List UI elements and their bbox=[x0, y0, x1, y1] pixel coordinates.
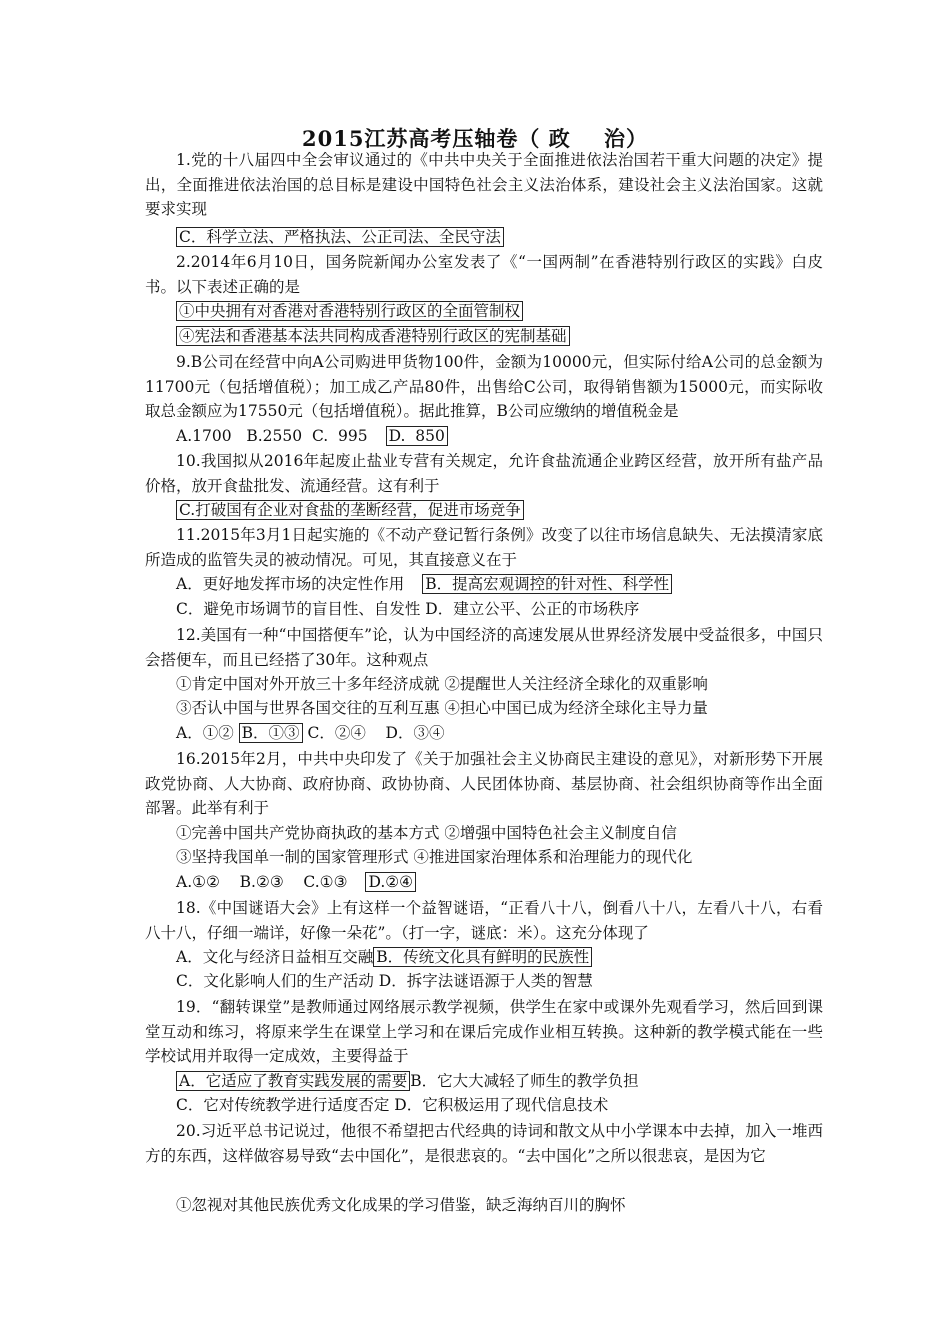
q16-line-1: ①完善中国共产党协商执政的基本方式 ②增强中国特色社会主义制度自信 bbox=[176, 824, 677, 842]
q10-stem: 10.我国拟从2016年起废止盐业专营有关规定，允许食盐流通企业跨区经营，放开所有盐产品价格，放开食盐批发、流通经营。这有利于 bbox=[145, 452, 823, 495]
q18-stem: 18.《中国谜语大会》上有这样一个益智谜语，“正看八十八，倒看八十八，左看八十八，右看八十八，仔细一端详，好像一朵花”。（打一字，谜底：米）。这充分体现了 bbox=[145, 899, 823, 942]
q10-answer-box: C.打破国有企业对食盐的垄断经营，促进市场竞争 bbox=[176, 500, 524, 520]
q2-answer-2 bbox=[176, 325, 570, 347]
q16-options-text: A.①② B.②③ C.①③ bbox=[176, 873, 348, 891]
q11-stem: 11.2015年3月1日起实施的《不动产登记暂行条例》改变了以往市场信息缺失、无法摸清家底所造成的监管失灵的被动情况。可见，其直接意义在于 bbox=[145, 526, 823, 569]
q9-options-text: A.1700 B.2550 C. 995 bbox=[176, 427, 368, 445]
q18-options-ab bbox=[176, 946, 592, 968]
q12-stem: 12.美国有一种“中国搭便车”论，认为中国经济的高速发展从世界经济发展中受益很多，中国只会搭便车，而且已经搭了30年。这种观点 bbox=[145, 626, 823, 669]
q16-line-2: ③坚持我国单一制的国家管理形式 ④推进国家治理体系和治理能力的现代化 bbox=[176, 848, 693, 866]
q18-option-a: A．文化与经济日益相互交融 bbox=[176, 948, 374, 966]
q2-answer-1-box: ①中央拥有对香港对香港特别行政区的全面管制权 bbox=[176, 301, 523, 321]
q19-stem: 19．“翻转课堂”是教师通过网络展示教学视频，供学生在家中或课外先观看学习，然后回到课堂互动和练习，将原来学生在课堂上学习和在课后完成作业相互转换。这种新的教学模式能在一些学校试用并取得一定成效，主要得益于 bbox=[145, 998, 823, 1065]
q18-options-cd: C．文化影响人们的生产活动 D．拆字法谜语源于人类的智慧 bbox=[176, 972, 593, 990]
q9-options bbox=[176, 425, 448, 447]
q11-options-cd: C．避免市场调节的盲目性、自发性 D．建立公平、公正的市场秩序 bbox=[176, 600, 640, 618]
q2-answer-2-box: ④宪法和香港基本法共同构成香港特别行政区的宪制基础 bbox=[176, 326, 570, 346]
q16-answer-box: D.②④ bbox=[365, 872, 416, 892]
q12-line-1: ①肯定中国对外开放三十多年经济成就 ②提醒世人关注经济全球化的双重影响 bbox=[176, 675, 708, 693]
q11-answer-box: B．提高宏观调控的针对性、科学性 bbox=[422, 574, 672, 594]
q12-options-cd: C．②④ D．③④ bbox=[307, 724, 445, 742]
q18-answer-box: B．传统文化具有鲜明的民族性 bbox=[373, 947, 592, 967]
q11-option-a: A．更好地发挥市场的决定性作用 bbox=[176, 575, 405, 593]
q10-answer bbox=[176, 499, 524, 521]
q20-line-1: ①忽视对其他民族优秀文化成果的学习借鉴，缺乏海纳百川的胸怀 bbox=[176, 1196, 626, 1214]
q11-options-ab bbox=[176, 573, 672, 595]
q12-answer-box: B．①③ bbox=[239, 723, 303, 743]
q16-options bbox=[176, 871, 416, 893]
q12-option-a: A．①② bbox=[176, 724, 234, 742]
page-title: 2015江苏高考压轴卷（ 政 治） bbox=[301, 126, 648, 151]
q12-line-2: ③否认中国与世界各国交往的互利互惠 ④担心中国已成为经济全球化主导力量 bbox=[176, 699, 708, 717]
q19-option-b: B．它大大减轻了师生的教学负担 bbox=[410, 1072, 639, 1090]
q20-stem: 20.习近平总书记说过，他很不希望把古代经典的诗词和散文从中小学课本中去掉，加入一堆西方的东西，这样做容易导致“去中国化”，是很悲哀的。“去中国化”之所以很悲哀，是因为它 bbox=[145, 1122, 823, 1165]
q16-stem: 16.2015年2月，中共中央印发了《关于加强社会主义协商民主建设的意见》，对新形势下开展政党协商、人大协商、政府协商、政协协商、人民团体协商、基层协商、社会组织协商等作出全面部署。此举有利于 bbox=[145, 750, 823, 817]
q19-options-ab bbox=[176, 1070, 639, 1092]
q19-options-cd: C．它对传统教学进行适度否定 D．它积极运用了现代信息技术 bbox=[176, 1096, 609, 1114]
q19-answer-box: A．它适应了教育实践发展的需要 bbox=[176, 1071, 410, 1091]
q2-answer-1 bbox=[176, 300, 523, 322]
q9-answer-box: D. 850 bbox=[386, 426, 448, 446]
q1-answer bbox=[176, 226, 504, 248]
q12-options bbox=[176, 722, 444, 744]
q1-answer-box: C．科学立法、严格执法、公正司法、全民守法 bbox=[176, 227, 504, 247]
q2-stem: 2.2014年6月10日，国务院新闻办公室发表了《“一国两制”在香港特别行政区的实践》白皮书。以下表述正确的是 bbox=[145, 253, 823, 296]
q1-stem: 1.党的十八届四中全会审议通过的《中共中央关于全面推进依法治国若干重大问题的决定》提出，全面推进依法治国的总目标是建设中国特色社会主义法治体系，建设社会主义法治国家。这就要求实现 bbox=[145, 151, 823, 218]
q9-stem: 9.B公司在经营中向A公司购进甲货物100件，金额为10000元，但实际付给A公司的总金额为11700元（包括增值税）；加工成乙产品80件，出售给C公司，取得销售额为15000元，而实际收取总金额应为17550元（包括增值税）。据此推算，B公司应缴纳的增值税金是 bbox=[145, 353, 823, 420]
